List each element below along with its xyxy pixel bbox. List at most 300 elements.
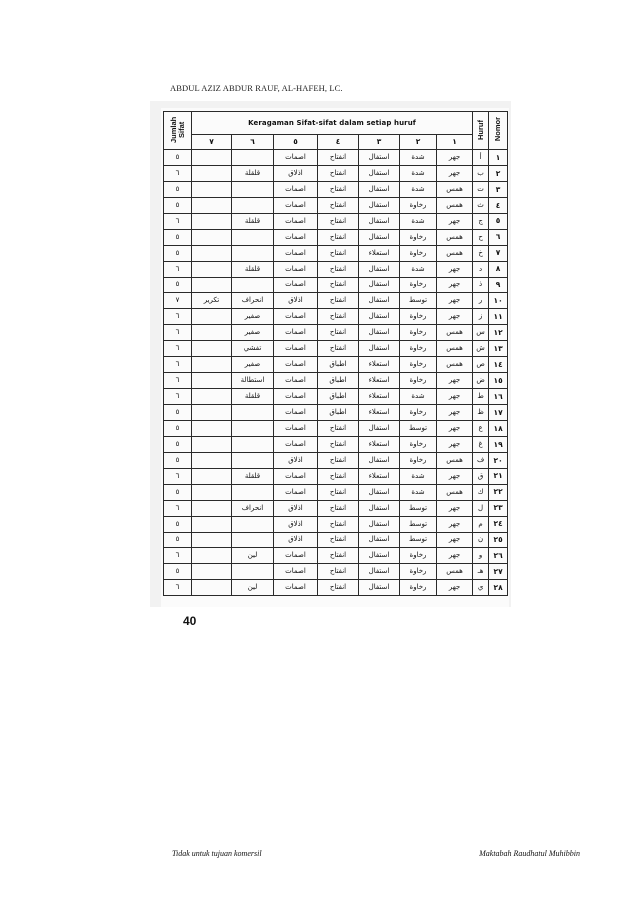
cell-c1: جهر [437, 580, 473, 596]
cell-c7 [192, 181, 232, 197]
table-row [164, 293, 508, 309]
huruf-header: Huruf [473, 112, 489, 150]
table-row [164, 165, 508, 181]
cell-c1: جهر [437, 261, 473, 277]
cell-c5: اصمات [274, 405, 318, 421]
cell-c5: اصمات [274, 389, 318, 405]
cell-huruf: ق [473, 468, 489, 484]
cell-c1: جهر [437, 532, 473, 548]
cell-c6 [232, 245, 274, 261]
cell-c2: رخاوة [400, 197, 437, 213]
table-row [164, 277, 508, 293]
cell-c2: رخاوة [400, 309, 437, 325]
cell-c2: رخاوة [400, 229, 437, 245]
cell-c2: شدة [400, 213, 437, 229]
cell-c1: همس [437, 245, 473, 261]
cell-c3: استفال [359, 229, 400, 245]
cell-c4: انفتاح [318, 277, 359, 293]
cell-nomor: ١٠ [489, 293, 508, 309]
cell-nomor: ١٩ [489, 436, 508, 452]
cell-c6 [232, 420, 274, 436]
cell-c7 [192, 405, 232, 421]
table-row [164, 405, 508, 421]
cell-huruf: غ [473, 436, 489, 452]
cell-c2: رخاوة [400, 452, 437, 468]
cell-huruf: ص [473, 357, 489, 373]
cell-nomor: ١١ [489, 309, 508, 325]
cell-c5: اصمات [274, 420, 318, 436]
table-row [164, 532, 508, 548]
cell-c7 [192, 309, 232, 325]
cell-c6: استطالة [232, 373, 274, 389]
cell-c7 [192, 389, 232, 405]
cell-c7 [192, 548, 232, 564]
cell-c5: اصمات [274, 213, 318, 229]
cell-c2: توسط [400, 500, 437, 516]
cell-c1: جهر [437, 548, 473, 564]
cell-c4: انفتاح [318, 468, 359, 484]
cell-c2: رخاوة [400, 245, 437, 261]
cell-nomor: ٢٧ [489, 564, 508, 580]
cell-c5: اذلاق [274, 293, 318, 309]
cell-c3: استفال [359, 277, 400, 293]
cell-c4: انفتاح [318, 532, 359, 548]
cell-jumlah: ٥ [164, 229, 192, 245]
cell-c3: استعلاء [359, 245, 400, 261]
cell-c4: انفتاح [318, 293, 359, 309]
cell-c2: رخاوة [400, 548, 437, 564]
cell-c7 [192, 436, 232, 452]
table-row [164, 309, 508, 325]
cell-c5: اصمات [274, 309, 318, 325]
cell-jumlah: ٦ [164, 468, 192, 484]
cell-c6: صفير [232, 357, 274, 373]
cell-c3: استفال [359, 500, 400, 516]
cell-c2: شدة [400, 468, 437, 484]
cell-c7 [192, 452, 232, 468]
cell-nomor: ٤ [489, 197, 508, 213]
cell-nomor: ٢٠ [489, 452, 508, 468]
cell-c3: استفال [359, 181, 400, 197]
cell-huruf: ك [473, 484, 489, 500]
cell-huruf: ل [473, 500, 489, 516]
cell-c1: جهر [437, 420, 473, 436]
cell-c3: استفال [359, 548, 400, 564]
cell-c7 [192, 245, 232, 261]
table-row [164, 357, 508, 373]
cell-c6 [232, 197, 274, 213]
cell-c7 [192, 213, 232, 229]
cell-jumlah: ٧ [164, 293, 192, 309]
cell-c7 [192, 341, 232, 357]
cell-c2: رخاوة [400, 564, 437, 580]
table-row [164, 389, 508, 405]
cell-c3: استعلاء [359, 468, 400, 484]
cell-c3: استفال [359, 309, 400, 325]
cell-c2: رخاوة [400, 405, 437, 421]
column-number-row [164, 135, 508, 150]
cell-c2: رخاوة [400, 325, 437, 341]
table-row [164, 373, 508, 389]
cell-nomor: ٩ [489, 277, 508, 293]
cell-c1: جهر [437, 405, 473, 421]
cell-c1: همس [437, 229, 473, 245]
cell-c7 [192, 357, 232, 373]
cell-c7 [192, 325, 232, 341]
col-number: ١ [437, 135, 473, 150]
cell-nomor: ١٥ [489, 373, 508, 389]
cell-nomor: ٢ [489, 165, 508, 181]
cell-c2: رخاوة [400, 357, 437, 373]
cell-c7 [192, 373, 232, 389]
cell-huruf: ت [473, 181, 489, 197]
cell-c1: جهر [437, 309, 473, 325]
cell-jumlah: ٥ [164, 420, 192, 436]
cell-c3: استفال [359, 197, 400, 213]
cell-c6: لين [232, 548, 274, 564]
cell-huruf: ي [473, 580, 489, 596]
cell-nomor: ٢٦ [489, 548, 508, 564]
cell-c1: جهر [437, 468, 473, 484]
cell-c1: جهر [437, 277, 473, 293]
jumlah-header: Jumlah Sifat [164, 112, 192, 150]
cell-jumlah: ٦ [164, 261, 192, 277]
cell-c3: استفال [359, 580, 400, 596]
cell-c3: استفال [359, 564, 400, 580]
cell-c6 [232, 564, 274, 580]
table-row [164, 213, 508, 229]
cell-c2: شدة [400, 150, 437, 166]
table-row [164, 150, 508, 166]
cell-jumlah: ٥ [164, 564, 192, 580]
cell-c2: توسط [400, 532, 437, 548]
table-row [164, 484, 508, 500]
cell-huruf: م [473, 516, 489, 532]
cell-c4: انفتاح [318, 165, 359, 181]
cell-c4: انفتاح [318, 261, 359, 277]
table-row [164, 229, 508, 245]
cell-nomor: ١٢ [489, 325, 508, 341]
col-number: ٧ [192, 135, 232, 150]
cell-c3: استفال [359, 420, 400, 436]
cell-c7 [192, 420, 232, 436]
cell-c4: اطباق [318, 405, 359, 421]
cell-huruf: ث [473, 197, 489, 213]
cell-c2: رخاوة [400, 341, 437, 357]
cell-c1: جهر [437, 293, 473, 309]
cell-c5: اصمات [274, 564, 318, 580]
cell-c4: انفتاح [318, 181, 359, 197]
table-row [164, 181, 508, 197]
cell-c5: اذلاق [274, 532, 318, 548]
cell-c1: همس [437, 341, 473, 357]
nomor-header: Nomor [489, 112, 508, 150]
cell-jumlah: ٥ [164, 150, 192, 166]
cell-c6: قلقلة [232, 213, 274, 229]
cell-c7 [192, 277, 232, 293]
cell-c5: اصمات [274, 468, 318, 484]
cell-c5: اصمات [274, 373, 318, 389]
cell-c5: اصمات [274, 261, 318, 277]
cell-c1: همس [437, 452, 473, 468]
cell-jumlah: ٦ [164, 500, 192, 516]
table-row [164, 516, 508, 532]
cell-c6: انحراف [232, 293, 274, 309]
cell-jumlah: ٦ [164, 357, 192, 373]
cell-c7 [192, 150, 232, 166]
cell-jumlah: ٦ [164, 389, 192, 405]
cell-huruf: ن [473, 532, 489, 548]
cell-c4: انفتاح [318, 564, 359, 580]
cell-c7 [192, 500, 232, 516]
cell-nomor: ١ [489, 150, 508, 166]
cell-jumlah: ٥ [164, 181, 192, 197]
cell-c5: اذلاق [274, 500, 318, 516]
sifat-table [163, 111, 508, 596]
cell-c6 [232, 277, 274, 293]
cell-jumlah: ٥ [164, 197, 192, 213]
cell-c5: اذلاق [274, 165, 318, 181]
cell-jumlah: ٥ [164, 484, 192, 500]
cell-c2: توسط [400, 516, 437, 532]
cell-c4: انفتاح [318, 213, 359, 229]
table-row [164, 580, 508, 596]
cell-c4: انفتاح [318, 548, 359, 564]
table-row [164, 420, 508, 436]
cell-c3: استفال [359, 293, 400, 309]
cell-c6: قلقلة [232, 261, 274, 277]
cell-c7 [192, 484, 232, 500]
cell-c7 [192, 197, 232, 213]
cell-c5: اصمات [274, 548, 318, 564]
cell-c4: انفتاح [318, 325, 359, 341]
cell-c7: تكرير [192, 293, 232, 309]
cell-c6: قلقلة [232, 165, 274, 181]
cell-huruf: هـ [473, 564, 489, 580]
cell-c4: انفتاح [318, 229, 359, 245]
cell-c5: اصمات [274, 580, 318, 596]
cell-c6: لين [232, 580, 274, 596]
cell-nomor: ١٧ [489, 405, 508, 421]
cell-c3: استفال [359, 452, 400, 468]
col-number: ٢ [400, 135, 437, 150]
cell-c4: اطباق [318, 357, 359, 373]
cell-c2: رخاوة [400, 277, 437, 293]
table-row [164, 245, 508, 261]
cell-c1: جهر [437, 500, 473, 516]
cell-huruf: ز [473, 309, 489, 325]
cell-c2: شدة [400, 261, 437, 277]
cell-c5: اصمات [274, 357, 318, 373]
table-row [164, 261, 508, 277]
cell-c7 [192, 261, 232, 277]
cell-c6 [232, 452, 274, 468]
table-row [164, 452, 508, 468]
cell-c5: اصمات [274, 325, 318, 341]
cell-c7 [192, 564, 232, 580]
cell-huruf: ش [473, 341, 489, 357]
footer-left: Tidak untuk tujuan komersil [172, 849, 262, 858]
col-number: ٦ [232, 135, 274, 150]
cell-c4: انفتاح [318, 500, 359, 516]
cell-c5: اصمات [274, 197, 318, 213]
cell-c5: اصمات [274, 229, 318, 245]
cell-c4: انفتاح [318, 516, 359, 532]
cell-c7 [192, 229, 232, 245]
cell-c1: همس [437, 197, 473, 213]
cell-jumlah: ٥ [164, 516, 192, 532]
cell-c1: جهر [437, 373, 473, 389]
cell-c6: انحراف [232, 500, 274, 516]
cell-c6 [232, 436, 274, 452]
cell-c6 [232, 484, 274, 500]
cell-jumlah: ٦ [164, 373, 192, 389]
cell-c4: انفتاح [318, 309, 359, 325]
cell-jumlah: ٦ [164, 341, 192, 357]
table-title: Keragaman Sifat-sifat dalam setiap huruf [192, 112, 473, 135]
cell-huruf: د [473, 261, 489, 277]
cell-c4: انفتاح [318, 341, 359, 357]
table-row [164, 197, 508, 213]
cell-nomor: ٥ [489, 213, 508, 229]
cell-huruf: ض [473, 373, 489, 389]
cell-c5: اصمات [274, 436, 318, 452]
cell-jumlah: ٥ [164, 436, 192, 452]
cell-c4: انفتاح [318, 484, 359, 500]
col-number: ٣ [359, 135, 400, 150]
table-row [164, 548, 508, 564]
cell-jumlah: ٦ [164, 309, 192, 325]
cell-c3: استعلاء [359, 389, 400, 405]
cell-huruf: و [473, 548, 489, 564]
cell-c1: جهر [437, 436, 473, 452]
cell-c4: اطباق [318, 389, 359, 405]
cell-c1: همس [437, 564, 473, 580]
cell-c4: انفتاح [318, 452, 359, 468]
cell-c1: همس [437, 325, 473, 341]
cell-huruf: ج [473, 213, 489, 229]
cell-nomor: ١٣ [489, 341, 508, 357]
cell-c3: استفال [359, 150, 400, 166]
cell-c6: صفير [232, 325, 274, 341]
cell-jumlah: ٥ [164, 452, 192, 468]
cell-huruf: ط [473, 389, 489, 405]
col-number: ٥ [274, 135, 318, 150]
cell-nomor: ١٤ [489, 357, 508, 373]
cell-c2: شدة [400, 389, 437, 405]
cell-c7 [192, 580, 232, 596]
cell-nomor: ٢٢ [489, 484, 508, 500]
cell-c5: اصمات [274, 150, 318, 166]
cell-c3: استفال [359, 484, 400, 500]
cell-c1: جهر [437, 516, 473, 532]
cell-nomor: ٧ [489, 245, 508, 261]
cell-c6 [232, 229, 274, 245]
cell-nomor: ٢٨ [489, 580, 508, 596]
cell-c1: همس [437, 181, 473, 197]
cell-jumlah: ٥ [164, 245, 192, 261]
cell-c1: جهر [437, 150, 473, 166]
cell-c2: رخاوة [400, 436, 437, 452]
cell-c6: قلقلة [232, 468, 274, 484]
cell-c3: استفال [359, 516, 400, 532]
cell-huruf: ر [473, 293, 489, 309]
running-title: ABDUL AZIZ ABDUR RAUF, AL-HAFEH, LC. [170, 83, 343, 93]
table-body [164, 150, 508, 596]
cell-c1: همس [437, 484, 473, 500]
cell-c6: تفشي [232, 341, 274, 357]
cell-huruf: ع [473, 420, 489, 436]
cell-jumlah: ٦ [164, 580, 192, 596]
cell-c4: انفتاح [318, 245, 359, 261]
cell-c5: اذلاق [274, 516, 318, 532]
cell-c4: اطباق [318, 373, 359, 389]
cell-c7 [192, 468, 232, 484]
cell-c2: توسط [400, 420, 437, 436]
cell-c7 [192, 516, 232, 532]
cell-c1: جهر [437, 165, 473, 181]
cell-huruf: ف [473, 452, 489, 468]
cell-huruf: خ [473, 245, 489, 261]
cell-c1: جهر [437, 389, 473, 405]
footer-right: Maktabah Raudhatul Muhibbin [479, 849, 580, 858]
cell-c5: اصمات [274, 181, 318, 197]
cell-c1: همس [437, 357, 473, 373]
cell-c5: اذلاق [274, 452, 318, 468]
cell-huruf: ذ [473, 277, 489, 293]
table-row [164, 468, 508, 484]
cell-c3: استعلاء [359, 357, 400, 373]
cell-c3: استعلاء [359, 405, 400, 421]
cell-c3: استفال [359, 341, 400, 357]
cell-huruf: أ [473, 150, 489, 166]
table-row [164, 500, 508, 516]
cell-c7 [192, 165, 232, 181]
cell-huruf: ب [473, 165, 489, 181]
cell-nomor: ٦ [489, 229, 508, 245]
table-row [164, 564, 508, 580]
cell-nomor: ٢٤ [489, 516, 508, 532]
cell-c7 [192, 532, 232, 548]
cell-c2: شدة [400, 165, 437, 181]
cell-c2: شدة [400, 181, 437, 197]
cell-c4: انفتاح [318, 580, 359, 596]
table-row [164, 436, 508, 452]
cell-c6: قلقلة [232, 389, 274, 405]
cell-huruf: ح [473, 229, 489, 245]
cell-c6 [232, 516, 274, 532]
cell-c6 [232, 405, 274, 421]
table-title-row [164, 112, 508, 135]
table-row [164, 341, 508, 357]
cell-nomor: ٢٥ [489, 532, 508, 548]
cell-c3: استفال [359, 213, 400, 229]
cell-c6 [232, 150, 274, 166]
page-number: 40 [183, 614, 197, 628]
cell-c2: رخاوة [400, 580, 437, 596]
cell-nomor: ٣ [489, 181, 508, 197]
cell-c3: استفال [359, 532, 400, 548]
cell-c3: استعلاء [359, 436, 400, 452]
cell-huruf: س [473, 325, 489, 341]
cell-jumlah: ٦ [164, 165, 192, 181]
cell-jumlah: ٥ [164, 532, 192, 548]
cell-c3: استفال [359, 261, 400, 277]
cell-c1: جهر [437, 213, 473, 229]
cell-nomor: ٢١ [489, 468, 508, 484]
cell-nomor: ٨ [489, 261, 508, 277]
cell-nomor: ١٨ [489, 420, 508, 436]
